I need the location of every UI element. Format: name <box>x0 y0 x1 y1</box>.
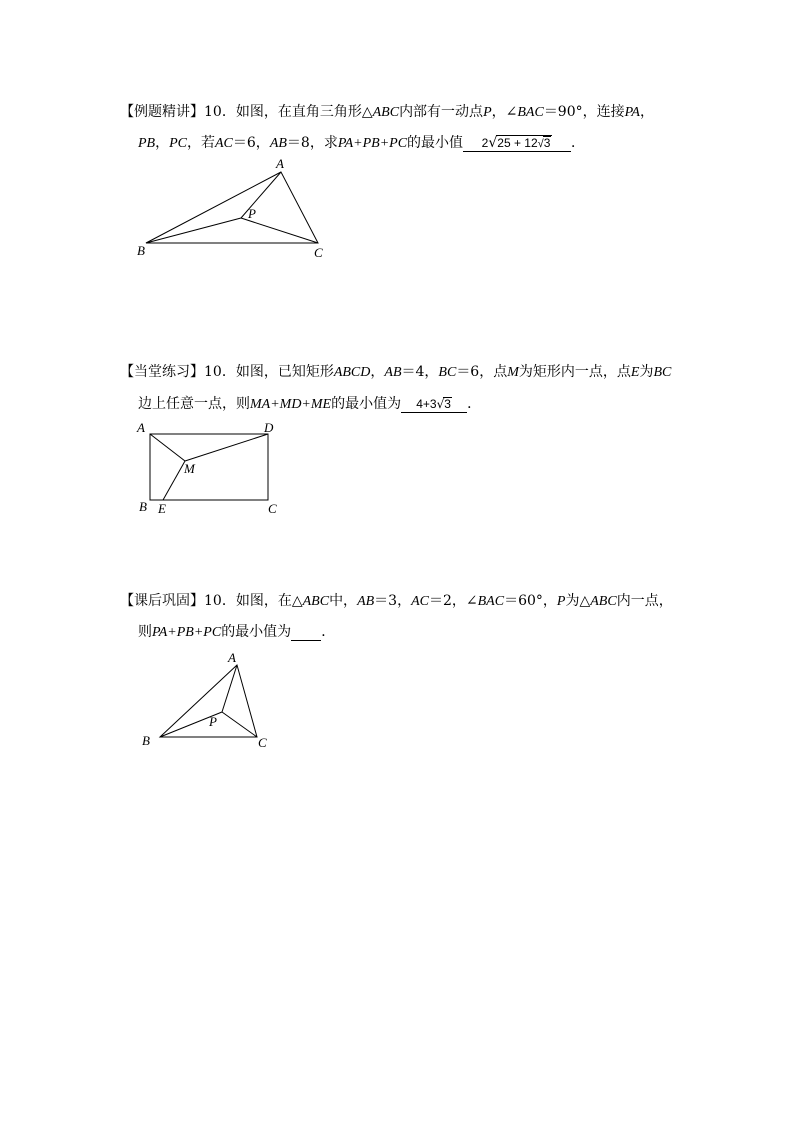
label-b: B <box>137 243 145 258</box>
problem3-answer-blank <box>291 624 321 641</box>
problem3-tag: 【课后巩固】 <box>120 593 204 609</box>
problem2-rectangle <box>150 434 268 500</box>
label-e: E <box>158 501 166 516</box>
label-a: A <box>228 650 236 665</box>
label-a: A <box>137 420 145 435</box>
label-p: P <box>248 206 256 221</box>
segment-pa <box>241 172 281 218</box>
label-c: C <box>268 501 277 516</box>
label-p: P <box>209 714 217 729</box>
problem2-line2: 边上任意一点，则MA+MD+ME的最小值为 4+3√3 ． <box>138 396 482 412</box>
segment-pc <box>222 712 257 737</box>
segment-me <box>163 461 185 500</box>
label-c: C <box>314 245 323 260</box>
label-b: B <box>139 499 147 514</box>
label-d: D <box>264 420 274 435</box>
label-b: B <box>142 733 150 748</box>
problem1-tag: 【例题精讲】 <box>120 104 204 120</box>
problem2-answer-blank: 4+3√3 <box>401 396 467 413</box>
segment-ma <box>150 434 185 461</box>
problem3-line2: 则PA+PB+PC的最小值为 ． <box>138 624 336 640</box>
problem2-tag: 【当堂练习】 <box>120 364 204 380</box>
problem1-answer-blank: 2√25 + 12√3 <box>463 135 571 152</box>
problem1-line1: 【例题精讲】10．如图，在直角三角形△ABC内部有一动点P，∠BAC＝90°，连接PA， <box>120 104 654 120</box>
problem2-line1: 【当堂练习】10．如图，已知矩形ABCD，AB＝4，BC＝6，点M为矩形内一点，点E为BC <box>120 364 672 380</box>
segment-md <box>185 434 268 461</box>
label-c: C <box>258 735 267 750</box>
label-m: M <box>184 461 195 476</box>
problem1-line2: PB，PC，若AC＝6，AB＝8，求PA+PB+PC的最小值 2√25 + 12√3 ． <box>138 135 586 151</box>
problem1-triangle <box>146 172 318 243</box>
label-a: A <box>276 156 284 171</box>
problem3-line1: 【课后巩固】10．如图，在△ABC中，AB＝3，AC＝2，∠BAC＝60°，P为△ABC内一点， <box>120 593 673 609</box>
segment-pb <box>146 218 241 243</box>
